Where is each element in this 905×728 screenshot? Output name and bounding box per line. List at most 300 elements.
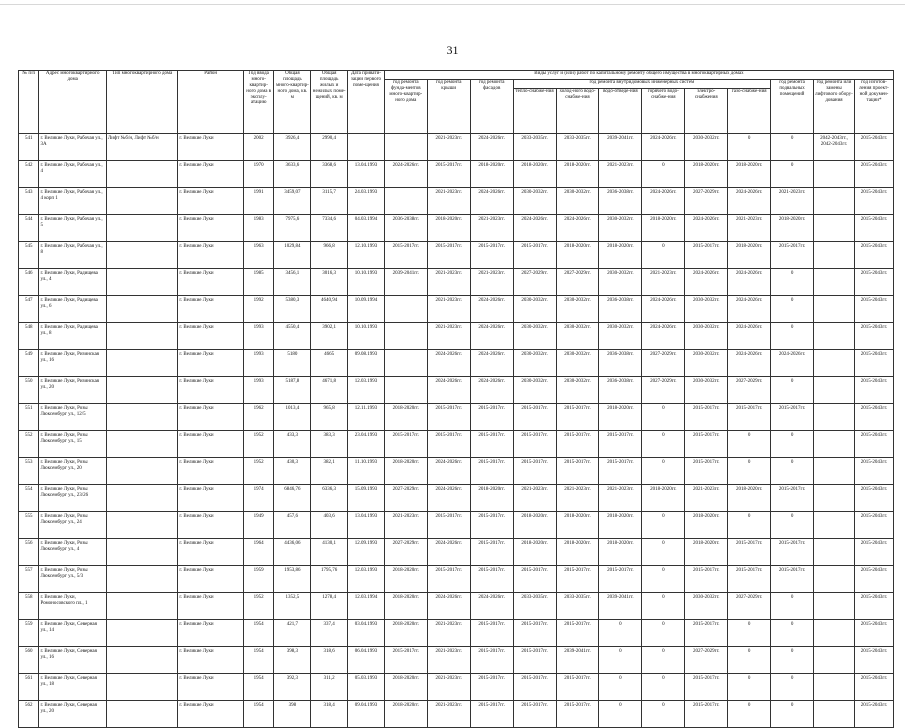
cell-heat: 2015-2017гг. bbox=[513, 701, 556, 728]
cell-proj: 2015-2043гг. bbox=[854, 377, 893, 404]
table-row bbox=[19, 566, 894, 593]
page-number: 31 bbox=[446, 43, 459, 57]
cell-elec: 2015-2017гг. bbox=[685, 674, 728, 701]
cell-priv bbox=[348, 134, 385, 161]
table-row bbox=[19, 593, 894, 620]
table-row bbox=[19, 269, 894, 296]
cell-hot: 2018-2020гг. bbox=[642, 485, 685, 512]
cell-facade: 2015-2017гг. bbox=[470, 701, 513, 728]
cell-proj: 2015-2043гг. bbox=[854, 620, 893, 647]
cell-found: 2021-2023гг. bbox=[384, 512, 427, 539]
cell-roof: 2015-2017гг. bbox=[427, 512, 470, 539]
cell-elev bbox=[814, 269, 855, 296]
cell-hot: 2021-2023гг. bbox=[642, 269, 685, 296]
cell-hot: 2027-2029гг. bbox=[642, 377, 685, 404]
cell-roof: 2021-2023гг. bbox=[427, 134, 470, 161]
cell-no: 541 bbox=[19, 134, 39, 161]
cell-sewer: 2015-2017гг. bbox=[599, 566, 642, 593]
cell-priv: 06.04.1993 bbox=[348, 647, 385, 674]
cell-address: г. Великие Луки, Розы Люксембург ул., 20 bbox=[39, 458, 106, 485]
cell-sewer: 2015-2017гг. bbox=[599, 458, 642, 485]
cell-no: 558 bbox=[19, 593, 39, 620]
col-foundation: год ремонта фунда-ментов много-квартир-ного дома bbox=[384, 80, 427, 134]
cell-roof: 2015-2017гг. bbox=[427, 161, 470, 188]
cell-priv: 10.10.1993 bbox=[348, 269, 385, 296]
cell-no: 553 bbox=[19, 458, 39, 485]
cell-elev bbox=[814, 539, 855, 566]
cell-district: г. Великие Луки bbox=[178, 242, 243, 269]
cell-cold: 2015-2017гг. bbox=[556, 431, 599, 458]
cell-elev bbox=[814, 188, 855, 215]
cell-roof: 2024-2026гг. bbox=[427, 458, 470, 485]
cell-priv: 03.04.1993 bbox=[348, 620, 385, 647]
cell-year: 1970 bbox=[243, 161, 274, 188]
cell-facade: 2024-2026гг. bbox=[470, 377, 513, 404]
cell-heat: 2015-2017гг. bbox=[513, 242, 556, 269]
cell-found bbox=[384, 350, 427, 377]
cell-total: 392,3 bbox=[274, 674, 311, 701]
cell-elev bbox=[814, 242, 855, 269]
cell-proj: 2015-2043гг. bbox=[854, 566, 893, 593]
cell-cold: 2033-2035гг. bbox=[556, 593, 599, 620]
col-roof: год ремонта крыши bbox=[427, 80, 470, 134]
cell-year: 1954 bbox=[243, 620, 274, 647]
cell-hot: 0 bbox=[642, 458, 685, 485]
cell-base: 2018-2020гг. bbox=[771, 215, 814, 242]
cell-gas: 2024-2026гг. bbox=[728, 323, 771, 350]
cell-base: 0 bbox=[771, 134, 814, 161]
cell-heat: 2033-2035гг. bbox=[513, 593, 556, 620]
cell-address: г. Великие Луки, Розы Люксембург ул., 5/3 bbox=[39, 566, 106, 593]
cell-found: 2024-2026гг. bbox=[384, 161, 427, 188]
cell-district: г. Великие Луки bbox=[178, 512, 243, 539]
cell-res: 7334,6 bbox=[311, 215, 348, 242]
cell-type bbox=[106, 242, 178, 269]
cell-facade: 2015-2017гг. bbox=[470, 431, 513, 458]
cell-cold: 2018-2020гг. bbox=[556, 242, 599, 269]
cell-district: г. Великие Луки bbox=[178, 539, 243, 566]
cell-elec: 2027-2029гг. bbox=[685, 647, 728, 674]
cell-year: 1991 bbox=[243, 188, 274, 215]
cell-proj: 2015-2043гг. bbox=[854, 350, 893, 377]
cell-roof: 2021-2023гг. bbox=[427, 296, 470, 323]
cell-sewer: 2036-2038гг. bbox=[599, 296, 642, 323]
cell-proj: 2015-2043гг. bbox=[854, 296, 893, 323]
cell-type bbox=[106, 458, 178, 485]
cell-hot: 0 bbox=[642, 512, 685, 539]
cell-gas: 0 bbox=[728, 134, 771, 161]
cell-district: г. Великие Луки bbox=[178, 674, 243, 701]
cell-cold: 2021-2023гг. bbox=[556, 485, 599, 512]
cell-no: 561 bbox=[19, 674, 39, 701]
cell-heat: 2018-2020гг. bbox=[513, 539, 556, 566]
cell-sewer: 2030-2032гг. bbox=[599, 323, 642, 350]
table-header bbox=[19, 71, 894, 134]
cell-base: 2021-2023гг. bbox=[771, 188, 814, 215]
table-row bbox=[19, 161, 894, 188]
cell-sewer: 2030-2032гг. bbox=[599, 215, 642, 242]
cell-res: 1278,4 bbox=[311, 593, 348, 620]
cell-hot: 0 bbox=[642, 566, 685, 593]
cell-found: 2027-2029гг. bbox=[384, 485, 427, 512]
cell-priv: 23.04.1993 bbox=[348, 431, 385, 458]
cell-district: г. Великие Луки bbox=[178, 620, 243, 647]
cell-gas: 2024-2026гг. bbox=[728, 188, 771, 215]
cell-facade: 2024-2026гг. bbox=[470, 593, 513, 620]
cell-no: 547 bbox=[19, 296, 39, 323]
cell-roof: 2021-2023гг. bbox=[427, 269, 470, 296]
col-gas: газо-снабже-ния bbox=[728, 89, 771, 134]
cell-cold: 2027-2029гг. bbox=[556, 269, 599, 296]
cell-hot: 0 bbox=[642, 593, 685, 620]
col-facade: год ремонта фасадов bbox=[470, 80, 513, 134]
cell-year: 1952 bbox=[243, 431, 274, 458]
cell-district: г. Великие Луки bbox=[178, 458, 243, 485]
cell-elev bbox=[814, 674, 855, 701]
cell-res: 3368,6 bbox=[311, 161, 348, 188]
cell-priv: 13.04.1993 bbox=[348, 512, 385, 539]
cell-total: 7975,6 bbox=[274, 215, 311, 242]
cell-year: 1993 bbox=[243, 323, 274, 350]
cell-found bbox=[384, 134, 427, 161]
cell-res: 1795,76 bbox=[311, 566, 348, 593]
cell-no: 557 bbox=[19, 566, 39, 593]
cell-res: 6336,3 bbox=[311, 485, 348, 512]
cell-proj: 2015-2043гг. bbox=[854, 512, 893, 539]
cell-res: 4671,8 bbox=[311, 377, 348, 404]
col-engineering-group: год ремонта внутридомовых инженерных систем bbox=[513, 80, 771, 89]
cell-cold: 2030-2032гг. bbox=[556, 296, 599, 323]
cell-roof: 2018-2020гг. bbox=[427, 215, 470, 242]
cell-total: 421,7 bbox=[274, 620, 311, 647]
cell-res: 3115,7 bbox=[311, 188, 348, 215]
cell-elev bbox=[814, 431, 855, 458]
cell-no: 543 bbox=[19, 188, 39, 215]
cell-res: 318,4 bbox=[311, 701, 348, 728]
cell-address: г. Великие Луки, Рабочая ул., 4 корп 1 bbox=[39, 188, 106, 215]
cell-address: г. Великие Луки, Рабочая ул., 5 bbox=[39, 215, 106, 242]
table-row bbox=[19, 701, 894, 728]
cell-total: 457,6 bbox=[274, 512, 311, 539]
cell-cold: 2015-2017гг. bbox=[556, 674, 599, 701]
cell-heat: 2015-2017гг. bbox=[513, 458, 556, 485]
cell-priv: 12.03.1993 bbox=[348, 377, 385, 404]
cell-roof: 2024-2026гг. bbox=[427, 539, 470, 566]
cell-total: 398,3 bbox=[274, 647, 311, 674]
cell-cold: 2018-2020гг. bbox=[556, 161, 599, 188]
cell-address: г. Великие Луки, Ромоносовского пл., 1 bbox=[39, 593, 106, 620]
cell-priv: 09.04.1993 bbox=[348, 701, 385, 728]
cell-total: 5180 bbox=[274, 350, 311, 377]
cell-gas: 2015-2017гг. bbox=[728, 539, 771, 566]
cell-heat: 2015-2017гг. bbox=[513, 566, 556, 593]
cell-elec: 2018-2020гг. bbox=[685, 539, 728, 566]
cell-cold: 2030-2032гг. bbox=[556, 323, 599, 350]
cell-total: 430,3 bbox=[274, 458, 311, 485]
cell-proj: 2015-2043гг. bbox=[854, 458, 893, 485]
table-row bbox=[19, 404, 894, 431]
cell-hot: 2024-2026гг. bbox=[642, 323, 685, 350]
cell-hot: 0 bbox=[642, 701, 685, 728]
cell-elev bbox=[814, 296, 855, 323]
cell-res: 403,6 bbox=[311, 512, 348, 539]
cell-sewer: 2018-2020гг. bbox=[599, 404, 642, 431]
cell-found: 2015-2017гг. bbox=[384, 242, 427, 269]
cell-gas: 2018-2020гг. bbox=[728, 242, 771, 269]
cell-facade: 2015-2017гг. bbox=[470, 458, 513, 485]
cell-address: г. Великие Луки, Розы Люксембург ул., 4 bbox=[39, 539, 106, 566]
col-privatization-date: Дата привати-зации первого поме-щения bbox=[348, 71, 385, 134]
cell-cold: 2030-2032гг. bbox=[556, 188, 599, 215]
cell-heat: 2033-2035гг. bbox=[513, 134, 556, 161]
cell-type bbox=[106, 404, 178, 431]
cell-found bbox=[384, 188, 427, 215]
table-row bbox=[19, 485, 894, 512]
col-elevator: год ремонта или замены лифтового обору-дования bbox=[814, 80, 855, 134]
cell-district: г. Великие Луки bbox=[178, 134, 243, 161]
col-sewer: водо-отведе-ния bbox=[599, 89, 642, 134]
cell-found bbox=[384, 323, 427, 350]
cell-gas: 2021-2023гг. bbox=[728, 215, 771, 242]
table-row bbox=[19, 431, 894, 458]
cell-roof: 2015-2017гг. bbox=[427, 431, 470, 458]
cell-district: г. Великие Луки bbox=[178, 161, 243, 188]
cell-elec: 2015-2017гг. bbox=[685, 404, 728, 431]
cell-facade: 2018-2020гг. bbox=[470, 161, 513, 188]
cell-hot: 2027-2029гг. bbox=[642, 350, 685, 377]
cell-type bbox=[106, 701, 178, 728]
cell-proj: 2015-2043гг. bbox=[854, 674, 893, 701]
cell-elec: 2024-2026гг. bbox=[685, 215, 728, 242]
cell-roof: 2024-2026гг. bbox=[427, 485, 470, 512]
cell-elec: 2024-2026гг. bbox=[685, 269, 728, 296]
cell-sewer: 2036-2038гг. bbox=[599, 377, 642, 404]
cell-district: г. Великие Луки bbox=[178, 269, 243, 296]
cell-cold: 2015-2017гг. bbox=[556, 701, 599, 728]
cell-no: 560 bbox=[19, 647, 39, 674]
cell-district: г. Великие Луки bbox=[178, 296, 243, 323]
cell-priv: 13.04.1993 bbox=[348, 161, 385, 188]
cell-roof: 2021-2023гг. bbox=[427, 323, 470, 350]
cell-elev bbox=[814, 512, 855, 539]
cell-type bbox=[106, 269, 178, 296]
cell-district: г. Великие Луки bbox=[178, 215, 243, 242]
cell-elec: 2018-2020гг. bbox=[685, 161, 728, 188]
cell-roof: 2021-2023гг. bbox=[427, 701, 470, 728]
cell-proj: 2015-2043гг. bbox=[854, 431, 893, 458]
col-district: Район bbox=[178, 71, 243, 134]
cell-elec: 2030-2032гг. bbox=[685, 350, 728, 377]
cell-sewer: 0 bbox=[599, 647, 642, 674]
cell-base: 0 bbox=[771, 647, 814, 674]
cell-no: 551 bbox=[19, 404, 39, 431]
cell-base: 0 bbox=[771, 458, 814, 485]
cell-sewer: 0 bbox=[599, 674, 642, 701]
cell-cold: 2039-2041гг. bbox=[556, 647, 599, 674]
cell-elev bbox=[814, 377, 855, 404]
cell-heat: 2027-2029гг. bbox=[513, 269, 556, 296]
cell-cold: 2030-2032гг. bbox=[556, 377, 599, 404]
cell-proj: 2015-2043гг. bbox=[854, 323, 893, 350]
cell-found: 2018-2020гг. bbox=[384, 566, 427, 593]
cell-total: 1953,86 bbox=[274, 566, 311, 593]
cell-address: г. Великие Луки, Радищева ул., 8 bbox=[39, 323, 106, 350]
cell-no: 542 bbox=[19, 161, 39, 188]
cell-facade: 2024-2026гг. bbox=[470, 323, 513, 350]
cell-elev bbox=[814, 485, 855, 512]
cell-base: 0 bbox=[771, 593, 814, 620]
cell-res: 311,2 bbox=[311, 674, 348, 701]
cell-facade: 2015-2017гг. bbox=[470, 539, 513, 566]
cell-district: г. Великие Луки bbox=[178, 593, 243, 620]
cell-sewer: 2039-2041гг. bbox=[599, 134, 642, 161]
cell-roof: 2015-2017гг. bbox=[427, 566, 470, 593]
cell-type bbox=[106, 323, 178, 350]
table-row bbox=[19, 296, 894, 323]
cell-gas: 0 bbox=[728, 431, 771, 458]
cell-no: 556 bbox=[19, 539, 39, 566]
cell-elec: 2015-2017гг. bbox=[685, 566, 728, 593]
cell-priv: 10.10.1993 bbox=[348, 323, 385, 350]
cell-district: г. Великие Луки bbox=[178, 701, 243, 728]
cell-gas: 0 bbox=[728, 458, 771, 485]
col-address: Адрес многоквартирного дома bbox=[39, 71, 106, 134]
cell-address: г. Великие Луки, Розы Люксембург ул., 15 bbox=[39, 431, 106, 458]
cell-district: г. Великие Луки bbox=[178, 350, 243, 377]
cell-sewer: 2030-2032гг. bbox=[599, 269, 642, 296]
cell-elev bbox=[814, 350, 855, 377]
cell-heat: 2015-2017гг. bbox=[513, 647, 556, 674]
cell-proj: 2015-2043гг. bbox=[854, 404, 893, 431]
cell-type bbox=[106, 485, 178, 512]
cell-proj: 2015-2043гг. bbox=[854, 593, 893, 620]
cell-no: 559 bbox=[19, 620, 39, 647]
cell-year: 1952 bbox=[243, 593, 274, 620]
cell-base: 2015-2017гг. bbox=[771, 485, 814, 512]
cell-base: 2015-2017гг. bbox=[771, 242, 814, 269]
cell-sewer: 2036-2038гг. bbox=[599, 188, 642, 215]
cell-gas: 2015-2017гг. bbox=[728, 566, 771, 593]
cell-cold: 2030-2032гг. bbox=[556, 350, 599, 377]
cell-no: 544 bbox=[19, 215, 39, 242]
cell-hot: 0 bbox=[642, 242, 685, 269]
col-services-group: Виды услуг и (или) работ по капитальному ремонту общего имущества в многоквартирных домах bbox=[384, 71, 893, 80]
table-body bbox=[19, 134, 894, 728]
cell-elec: 2015-2017гг. bbox=[685, 242, 728, 269]
cell-gas: 2024-2026гг. bbox=[728, 269, 771, 296]
cell-year: 1992 bbox=[243, 296, 274, 323]
col-no: № п/п bbox=[19, 71, 39, 134]
cell-res: 965,8 bbox=[311, 404, 348, 431]
cell-base: 2015-2017гг. bbox=[771, 566, 814, 593]
cell-priv: 12.11.1993 bbox=[348, 404, 385, 431]
cell-no: 550 bbox=[19, 377, 39, 404]
cell-facade: 2024-2026гг. bbox=[470, 350, 513, 377]
cell-proj: 2015-2043гг. bbox=[854, 539, 893, 566]
cell-type bbox=[106, 674, 178, 701]
col-cold-water: холод-ного водо-снабже-ния bbox=[556, 89, 599, 134]
cell-total: 1013,4 bbox=[274, 404, 311, 431]
cell-address: г. Великие Луки, Розы Люксембург ул., 24 bbox=[39, 512, 106, 539]
table-row bbox=[19, 215, 894, 242]
cell-district: г. Великие Луки bbox=[178, 485, 243, 512]
cell-facade: 2015-2017гг. bbox=[470, 242, 513, 269]
cell-elev: 2042-2043гг., 2042-2043гг. bbox=[814, 134, 855, 161]
cell-proj: 2015-2043гг. bbox=[854, 161, 893, 188]
cell-heat: 2024-2026гг. bbox=[513, 215, 556, 242]
buildings-table bbox=[18, 70, 894, 728]
cell-gas: 0 bbox=[728, 647, 771, 674]
table-row bbox=[19, 539, 894, 566]
table-row bbox=[19, 134, 894, 161]
cell-heat: 2018-2020гг. bbox=[513, 512, 556, 539]
table-row bbox=[19, 674, 894, 701]
cell-facade: 2015-2017гг. bbox=[470, 620, 513, 647]
cell-address: г. Великие Луки, Рабочая ул., 8 bbox=[39, 242, 106, 269]
cell-roof: 2021-2023гг. bbox=[427, 647, 470, 674]
cell-sewer: 0 bbox=[599, 620, 642, 647]
cell-heat: 2021-2023гг. bbox=[513, 485, 556, 512]
cell-roof: 2024-2026гг. bbox=[427, 377, 470, 404]
cell-heat: 2030-2032гг. bbox=[513, 296, 556, 323]
cell-no: 545 bbox=[19, 242, 39, 269]
cell-facade: 2024-2026гг. bbox=[470, 296, 513, 323]
cell-year: 1993 bbox=[243, 350, 274, 377]
cell-elev bbox=[814, 566, 855, 593]
cell-no: 546 bbox=[19, 269, 39, 296]
cell-gas: 2027-2029гг. bbox=[728, 377, 771, 404]
cell-res: 3016,3 bbox=[311, 269, 348, 296]
cell-base: 0 bbox=[771, 701, 814, 728]
cell-elec: 2018-2020гг. bbox=[685, 512, 728, 539]
cell-sewer: 2021-2023гг. bbox=[599, 161, 642, 188]
cell-roof: 2021-2023гг. bbox=[427, 674, 470, 701]
cell-type bbox=[106, 593, 178, 620]
cell-total: 3459,07 bbox=[274, 188, 311, 215]
cell-found bbox=[384, 377, 427, 404]
cell-found: 2027-2029гг. bbox=[384, 539, 427, 566]
cell-proj: 2015-2043гг. bbox=[854, 215, 893, 242]
cell-type bbox=[106, 620, 178, 647]
cell-heat: 2015-2017гг. bbox=[513, 620, 556, 647]
cell-year: 1954 bbox=[243, 674, 274, 701]
cell-elev bbox=[814, 701, 855, 728]
cell-found: 2015-2017гг. bbox=[384, 647, 427, 674]
cell-elev bbox=[814, 161, 855, 188]
cell-address: г. Великие Луки, Рабочая ул., 4 bbox=[39, 161, 106, 188]
cell-elev bbox=[814, 215, 855, 242]
cell-elec: 2030-2032гг. bbox=[685, 296, 728, 323]
cell-no: 554 bbox=[19, 485, 39, 512]
cell-facade: 2015-2017гг. bbox=[470, 674, 513, 701]
cell-facade: 2015-2017гг. bbox=[470, 512, 513, 539]
cell-found: 2018-2020гг. bbox=[384, 404, 427, 431]
cell-district: г. Великие Луки bbox=[178, 431, 243, 458]
cell-address: г. Великие Луки, Ризинская ул., 20 bbox=[39, 377, 106, 404]
cell-base: 0 bbox=[771, 269, 814, 296]
cell-sewer: 2018-2020гг. bbox=[599, 512, 642, 539]
cell-year: 1959 bbox=[243, 566, 274, 593]
cell-priv: 12.03.1994 bbox=[348, 593, 385, 620]
cell-address: г. Великие Луки, Розы Люксембург ул., 12/5 bbox=[39, 404, 106, 431]
cell-type bbox=[106, 431, 178, 458]
cell-res: 2990,4 bbox=[311, 134, 348, 161]
cell-proj: 2015-2043гг. bbox=[854, 242, 893, 269]
cell-year: 1983 bbox=[243, 215, 274, 242]
cell-total: 3633,6 bbox=[274, 161, 311, 188]
cell-roof: 2024-2026гг. bbox=[427, 350, 470, 377]
table-row bbox=[19, 620, 894, 647]
